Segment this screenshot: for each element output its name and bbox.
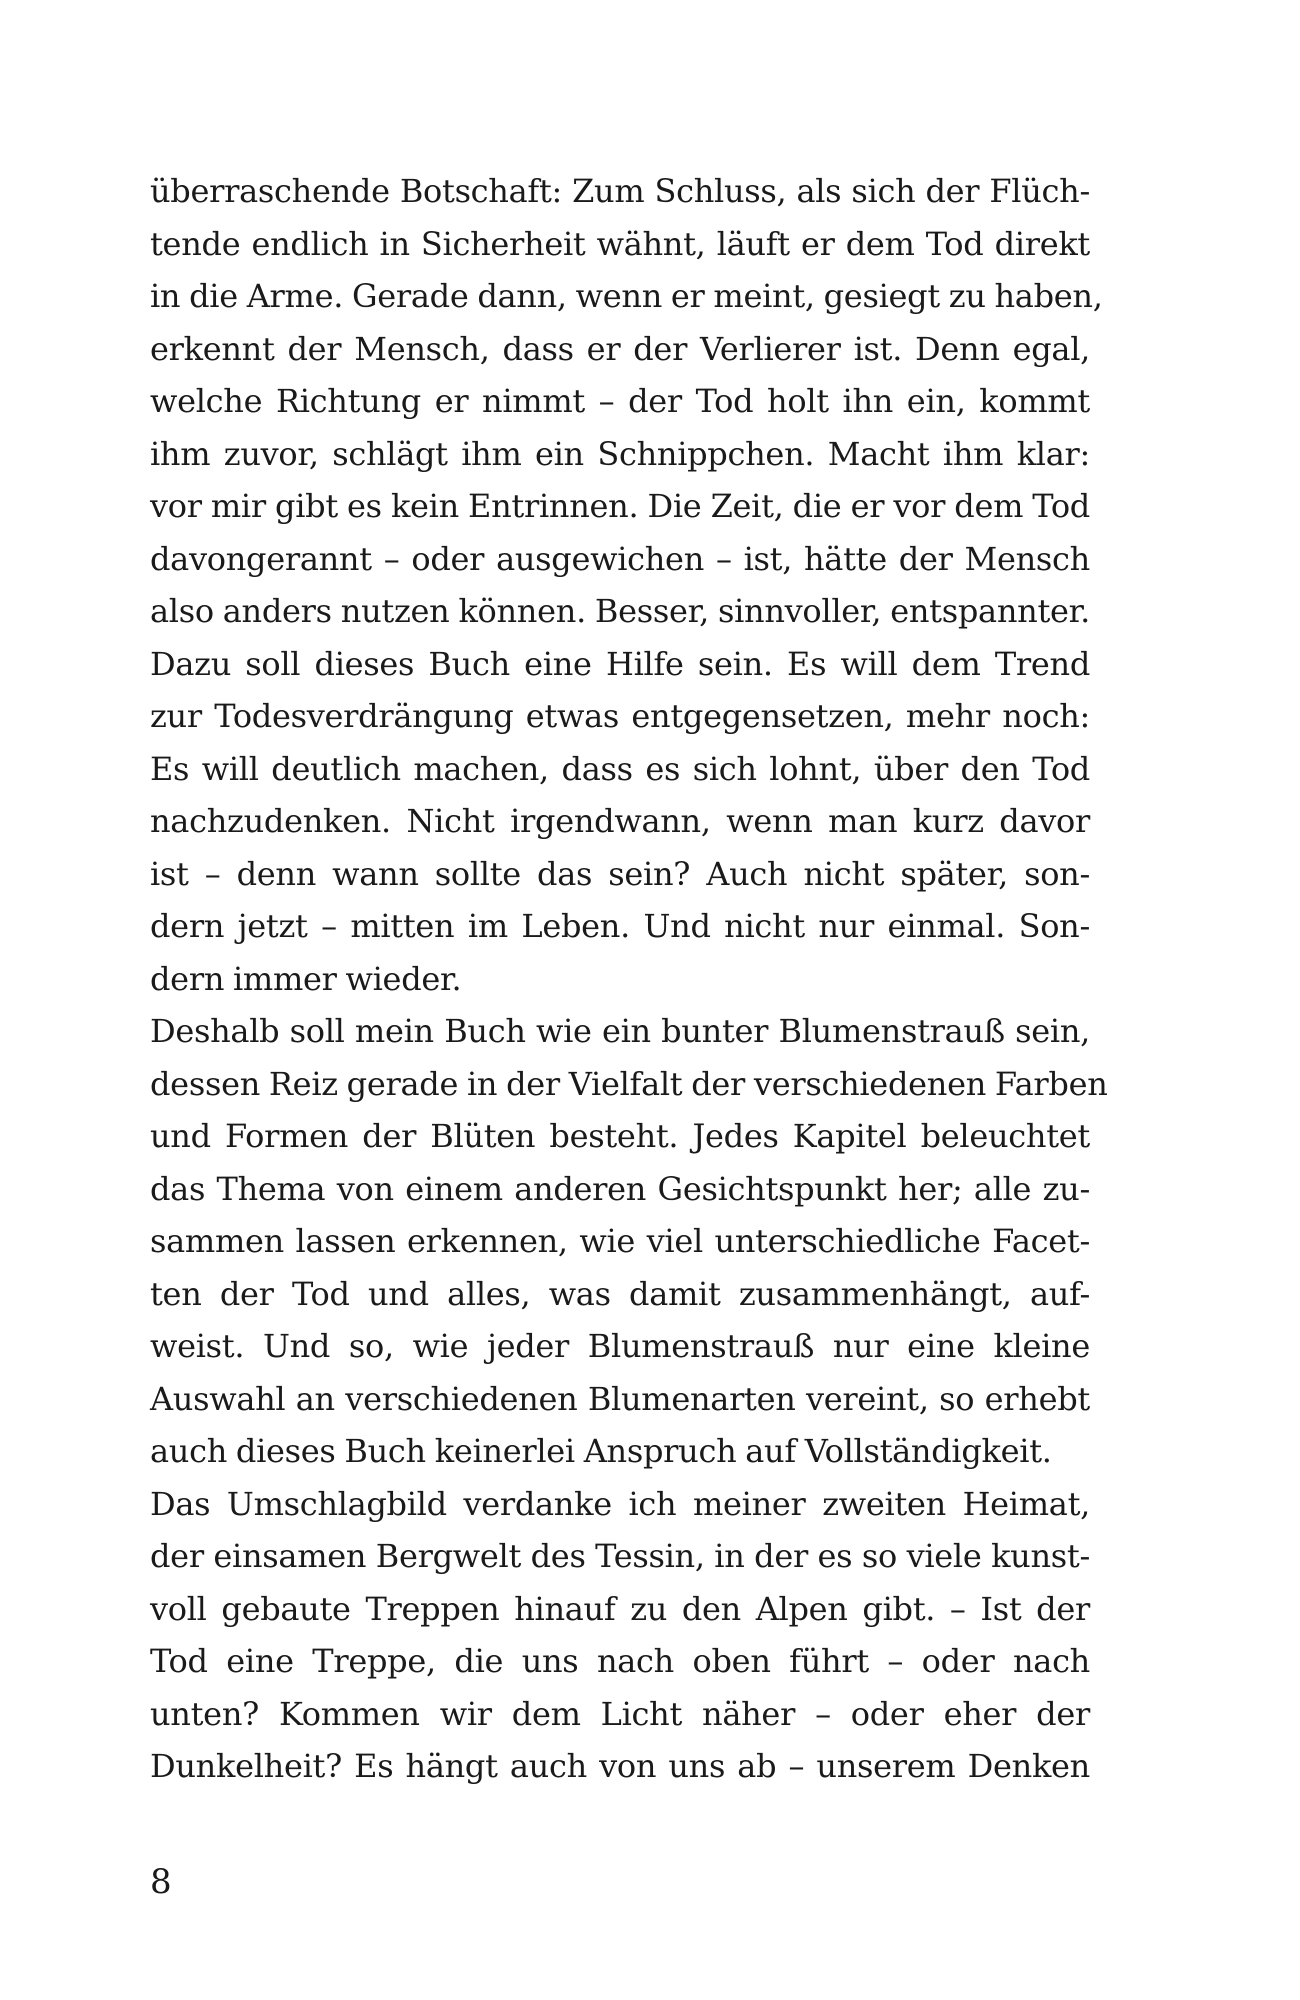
- text-line: Das Umschlagbild verdanke ich meiner zweiten Heimat,: [150, 1484, 1090, 1523]
- text-line: zur Todesverdrängung etwas entgegensetzen, mehr noch:: [150, 697, 1090, 735]
- text-line: das Thema von einem anderen Gesichtspunkt her; alle zu-: [150, 1169, 1090, 1208]
- text-line: Auswahl an verschiedenen Blumenarten vereint, so erhebt: [150, 1379, 1090, 1418]
- text-line: auch dieses Buch keinerlei Anspruch auf Vollständigkeit.: [150, 1432, 1052, 1470]
- text-line: tende endlich in Sicherheit wähnt, läuft er dem Tod direkt: [150, 224, 1090, 263]
- text-line: in die Arme. Gerade dann, wenn er meint, gesiegt zu haben,: [150, 277, 1103, 315]
- text-line: welche Richtung er nimmt – der Tod holt ihn ein, kommt: [150, 382, 1090, 420]
- text-line: voll gebaute Treppen hinauf zu den Alpen gibt. – Ist der: [150, 1589, 1090, 1628]
- page-number: 8: [150, 1862, 172, 1902]
- text-line: dern jetzt – mitten im Leben. Und nicht nur einmal. Son-: [150, 907, 1090, 945]
- text-line: nachzudenken. Nicht irgendwann, wenn man kurz davor: [150, 802, 1090, 840]
- text-line: Tod eine Treppe, die uns nach oben führt – oder nach: [150, 1642, 1090, 1680]
- text-line: Es will deutlich machen, dass es sich lohnt, über den Tod: [150, 749, 1090, 788]
- text-line: und Formen der Blüten besteht. Jedes Kapitel beleuchtet: [150, 1117, 1090, 1155]
- text-line: Deshalb soll mein Buch wie ein bunter Blumenstrauß sein,: [150, 1012, 1090, 1050]
- text-line: der einsamen Bergwelt des Tessin, in der es so viele kunst-: [150, 1537, 1090, 1575]
- text-line: ten der Tod und alles, was damit zusammenhängt, auf-: [150, 1274, 1090, 1313]
- text-line: erkennt der Mensch, dass er der Verlierer ist. Denn egal,: [150, 329, 1090, 368]
- text-line: dessen Reiz gerade in der Vielfalt der verschiedenen Farben: [150, 1064, 1108, 1103]
- text-line: ihm zuvor, schlägt ihm ein Schnippchen. Macht ihm klar:: [150, 434, 1090, 473]
- text-line: weist. Und so, wie jeder Blumenstrauß nur eine kleine: [150, 1327, 1090, 1365]
- text-line: also anders nutzen können. Besser, sinnvoller, entspannter.: [150, 592, 1090, 630]
- text-line: ist – denn wann sollte das sein? Auch nicht später, son-: [150, 854, 1090, 893]
- text-line: unten? Kommen wir dem Licht näher – oder eher der: [150, 1694, 1090, 1733]
- text-line: Dazu soll dieses Buch eine Hilfe sein. Es will dem Trend: [150, 644, 1090, 683]
- text-line: vor mir gibt es kein Entrinnen. Die Zeit, die er vor dem Tod: [150, 487, 1090, 525]
- body-text: [150, 165, 1108, 1793]
- text-line: überraschende Botschaft: Zum Schluss, als sich der Flüch-: [150, 172, 1090, 210]
- text-line: dern immer wieder.: [150, 959, 462, 998]
- text-line: davongerannt – oder ausgewichen – ist, hätte der Mensch: [150, 539, 1090, 578]
- text-line: sammen lassen erkennen, wie viel unterschiedliche Facet-: [150, 1222, 1090, 1260]
- text-line: Dunkelheit? Es hängt auch von uns ab – unserem Denken: [150, 1747, 1090, 1785]
